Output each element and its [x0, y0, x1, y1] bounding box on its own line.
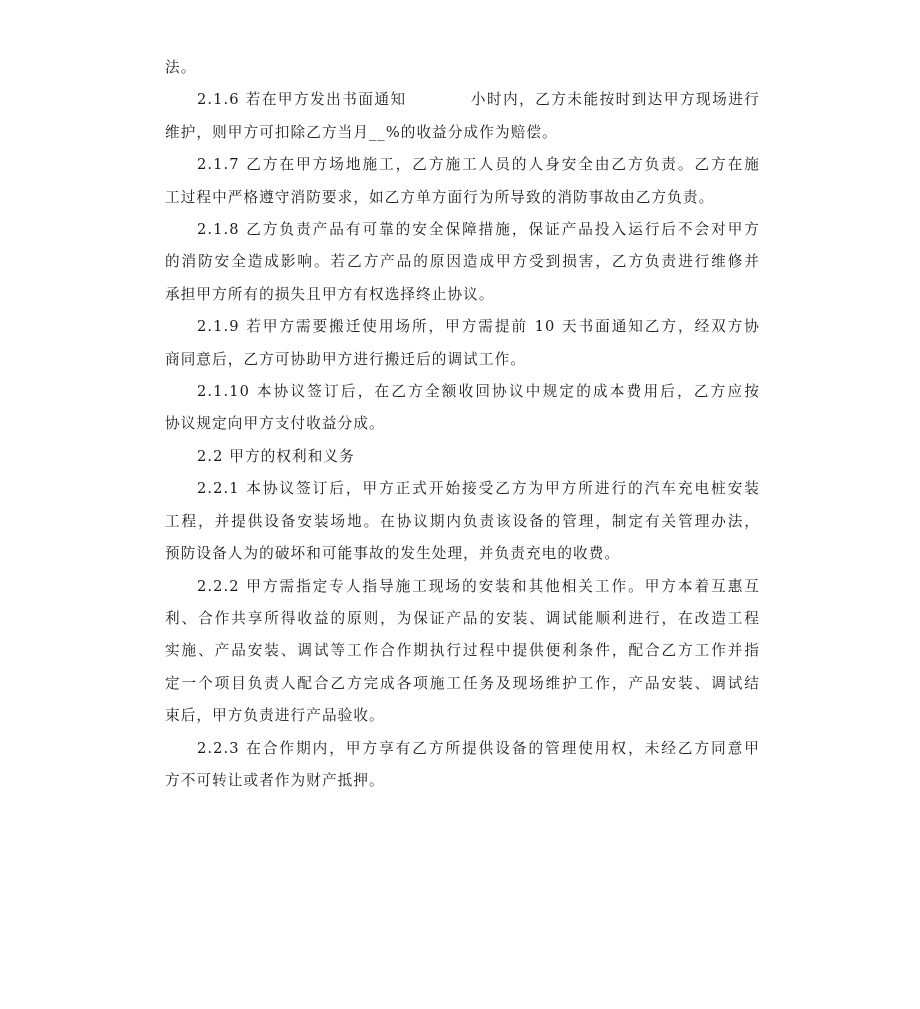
paragraph-p222 [165, 571, 760, 733]
paragraph-line: 2.1.9 若甲方需要搬迁使用场所，甲方需提前 10 天书面通知乙方，经双方协 [197, 318, 760, 336]
paragraph-p221 [165, 473, 760, 570]
paragraph-p216 [165, 84, 760, 149]
paragraph-line: 定一个项目负责人配合乙方完成各项施工任务及现场维护工作，产品安装、调试结 [165, 674, 760, 692]
paragraph-line: 2.1.7 乙方在甲方场地施工，乙方施工人员的人身安全由乙方负责。乙方在施 [197, 156, 760, 174]
document-page [165, 52, 760, 797]
paragraph-line: 实施、产品安装、调试等工作合作期执行过程中提供便利条件，配合乙方工作并指 [165, 642, 760, 660]
paragraph-p218 [165, 214, 760, 311]
paragraph-line: 工过程中严格遵守消防要求，如乙方单方面行为所导致的消防事故由乙方负责。 [165, 188, 715, 206]
paragraph-p217 [165, 149, 760, 214]
paragraph-line: 束后，甲方负责进行产品验收。 [165, 707, 385, 725]
paragraph-line: 2.2.1 本协议签订后，甲方正式开始接受乙方为甲方所进行的汽车充电桩安装 [197, 480, 760, 498]
paragraph-line: 2.1.8 乙方负责产品有可靠的安全保障措施，保证产品投入运行后不会对甲方 [197, 221, 760, 239]
paragraph-line: 的消防安全造成影响。若乙方产品的原因造成甲方受到损害，乙方负责进行维修并 [165, 253, 760, 271]
paragraph-line: 2.2.3 在合作期内，甲方享有乙方所提供设备的管理使用权，未经乙方同意甲 [197, 739, 760, 757]
paragraph-p219 [165, 311, 760, 376]
paragraph-p0 [165, 52, 760, 84]
paragraph-line: 协议规定向甲方支付收益分成。 [165, 415, 385, 433]
paragraph-p2110 [165, 376, 760, 441]
paragraph-line: 利、合作共享所得收益的原则，为保证产品的安装、调试能顺利进行，在改造工程 [165, 609, 760, 627]
paragraph-line: 工程，并提供设备安装场地。在协议期内负责该设备的管理，制定有关管理办法， [165, 512, 760, 530]
paragraph-p223 [165, 733, 760, 798]
paragraph-line: 2.1.10 本协议签订后，在乙方全额收回协议中规定的成本费用后，乙方应按 [197, 383, 760, 401]
paragraph-line: 2.2 甲方的权利和义务 [197, 447, 355, 465]
paragraph-line: 方不可转让或者作为财产抵押。 [165, 771, 385, 789]
paragraph-line: 承担甲方所有的损失且甲方有权选择终止协议。 [165, 285, 495, 303]
paragraph-line: 预防设备人为的破坏和可能事故的发生处理，并负责充电的收费。 [165, 545, 621, 563]
paragraph-line: 维护，则甲方可扣除乙方当月__%的收益分成作为赔偿。 [165, 123, 558, 141]
paragraph-line: 2.1.6 若在甲方发出书面通知 小时内，乙方未能按时到达甲方现场进行 [197, 91, 760, 109]
paragraph-p22 [165, 441, 760, 473]
paragraph-line: 商同意后，乙方可协助甲方进行搬迁后的调试工作。 [165, 350, 526, 368]
paragraph-line: 法。 [165, 59, 197, 76]
paragraph-line: 2.2.2 甲方需指定专人指导施工现场的安装和其他相关工作。甲方本着互惠互 [197, 577, 760, 595]
